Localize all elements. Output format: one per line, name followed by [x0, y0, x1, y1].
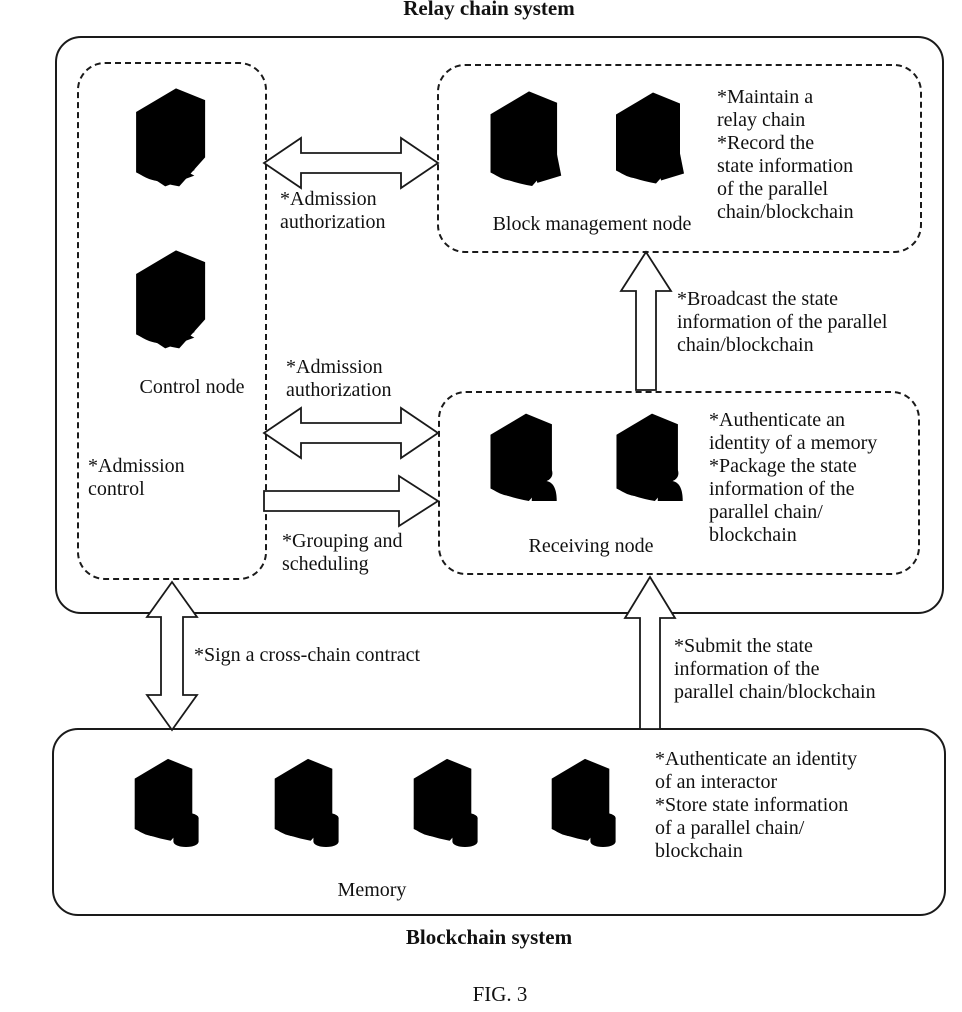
memory-server-icon: [540, 749, 630, 865]
broadcast-state-arrow: [620, 251, 672, 391]
submit-state-note: *Submit the state information of the parallel chain/blockchain: [674, 635, 876, 703]
relay-system-title: Relay chain system: [403, 0, 575, 20]
receiving-node-label: Receiving node: [528, 535, 654, 557]
admission-control-note: *Admission control: [88, 455, 185, 500]
admission-authorization-note-middle: *Admission authorization: [286, 356, 392, 401]
receiving-node-server-icon: [604, 404, 700, 526]
memory-label: Memory: [337, 879, 407, 901]
block-management-note: *Maintain a relay chain *Record the state information of the parallel chain/blockchain: [717, 86, 854, 223]
control-node-server-icon: [112, 246, 240, 370]
blockchain-system-title: Blockchain system: [405, 925, 573, 949]
figure-caption: FIG. 3: [472, 982, 528, 1006]
block-management-server-icon: [603, 84, 703, 208]
memory-server-icon: [402, 749, 492, 865]
memory-server-icon: [263, 749, 353, 865]
sign-contract-note: *Sign a cross-chain contract: [194, 644, 421, 666]
control-node-label: Control node: [139, 376, 245, 398]
block-management-node-label: Block management node: [492, 213, 692, 235]
grouping-scheduling-note: *Grouping and scheduling: [282, 530, 403, 575]
block-management-server-icon: [477, 84, 581, 210]
submit-state-arrow: [624, 576, 676, 730]
admission-authorization-note-top: *Admission authorization: [280, 188, 386, 233]
receiving-node-note: *Authenticate an identity of a memory *Package the state information of the parallel chain/ blockchain: [709, 409, 878, 546]
broadcast-state-note: *Broadcast the state information of the parallel chain/blockchain: [677, 288, 888, 356]
blockchain-system-note: *Authenticate an identity of an interactor *Store state information of a parallel chain/ blockchain: [655, 748, 858, 862]
admission-authorization-arrow-top: [263, 137, 439, 189]
memory-server-icon: [123, 749, 213, 865]
admission-authorization-arrow-middle: [263, 407, 439, 459]
control-node-server-icon: [112, 84, 240, 208]
sign-contract-arrow: [146, 581, 198, 731]
grouping-scheduling-arrow: [263, 475, 439, 527]
receiving-node-server-icon: [478, 404, 574, 526]
